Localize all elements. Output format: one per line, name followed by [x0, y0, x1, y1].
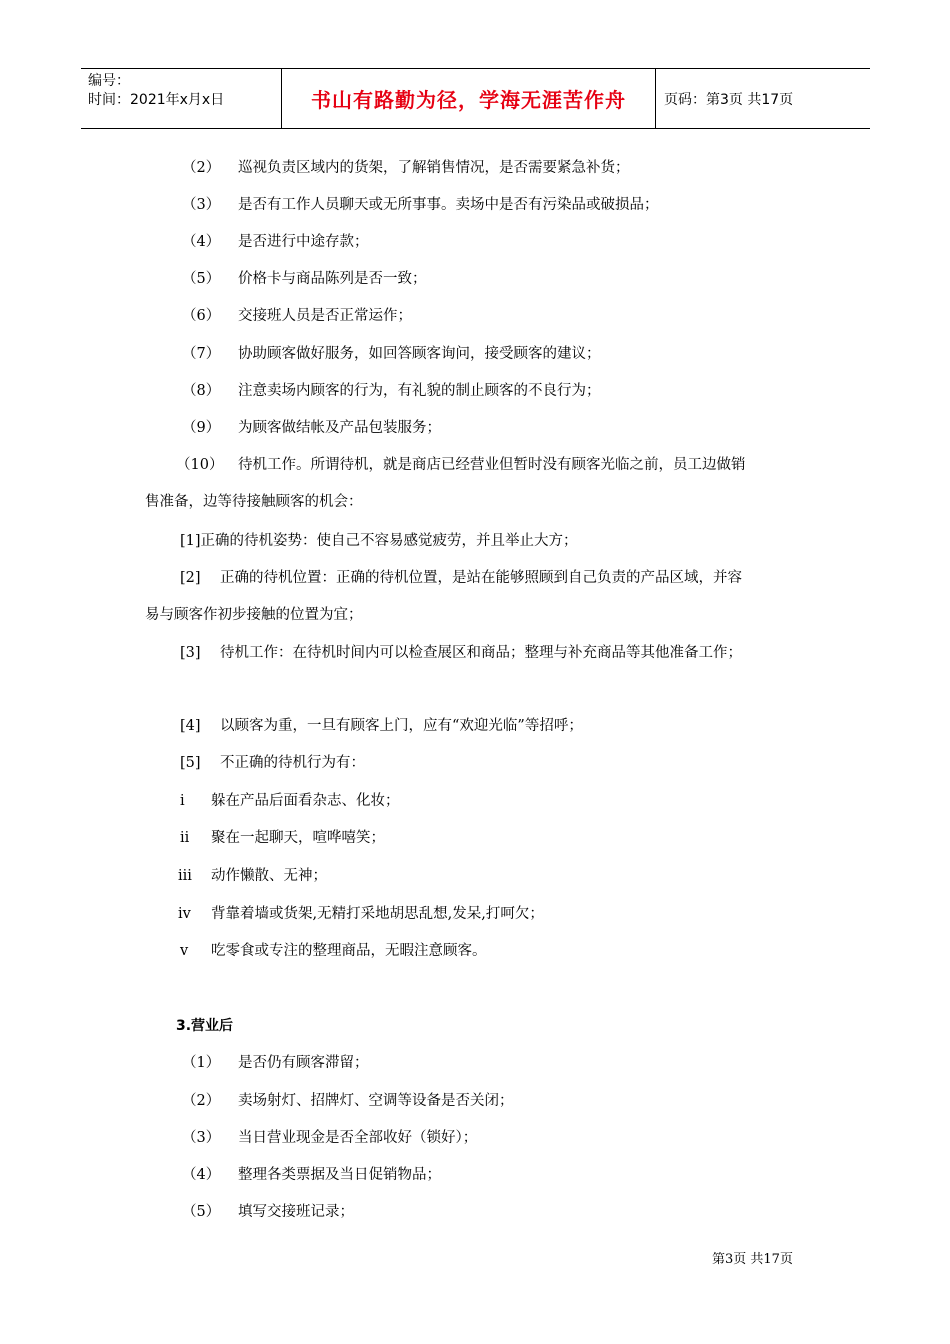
- text-line: （4） 整理各类票据及当日促销物品；: [182, 1167, 441, 1183]
- date-label: 时间：2021年x月x日: [88, 92, 225, 108]
- text-line: （5） 价格卡与商品陈列是否一致；: [182, 271, 427, 287]
- text-line: （4） 是否进行中途存款；: [182, 234, 369, 250]
- text-line: [1]正确的待机姿势：使自己不容易感觉疲劳，并且举止大方；: [180, 533, 578, 549]
- text-line: （2） 卖场射灯、招牌灯、空调等设备是否关闭；: [182, 1093, 514, 1109]
- text-line: （10） 待机工作。所谓待机，就是商店已经营业但暂时没有顾客光临之前，员工边做销: [176, 457, 746, 473]
- text-line: 易与顾客作初步接触的位置为宜；: [145, 607, 363, 623]
- text-line: （3） 当日营业现金是否全部收好（锁好）；: [182, 1130, 478, 1146]
- text-line: （6） 交接班人员是否正常运作；: [182, 308, 412, 324]
- text-line: （5） 填写交接班记录；: [182, 1204, 354, 1220]
- header-meta: [81, 69, 282, 128]
- text-line: [4] 以顾客为重，一旦有顾客上门，应有“欢迎光临”等招呼；: [180, 718, 583, 734]
- text-line: （7） 协助顾客做好服务，如回答顾客询问，接受顾客的建议；: [182, 346, 601, 362]
- header-page-info: 页码：第3页 共17页: [664, 91, 794, 108]
- header-motto: 书山有路勤为径，学海无涯苦作舟: [282, 69, 656, 128]
- text-line: v 吃零食或专注的整理商品，无暇注意顾客。: [180, 943, 487, 959]
- text-line: [5] 不正确的待机行为有：: [180, 755, 365, 771]
- text-line: [3] 待机工作：在待机时间内可以检查展区和商品；整理与补充商品等其他准备工作；: [180, 645, 742, 661]
- text-line: iv 背靠着墙或货架,无精打采地胡思乱想,发呆,打呵欠；: [178, 906, 544, 922]
- text-line: （8） 注意卖场内顾客的行为，有礼貌的制止顾客的不良行为；: [182, 383, 601, 399]
- text-line: [2] 正确的待机位置：正确的待机位置，是站在能够照顾到自己负责的产品区域，并容: [180, 570, 742, 586]
- text-line: iii 动作懒散、无神；: [178, 868, 327, 884]
- text-line: ii 聚在一起聊天，喧哗嘻笑；: [180, 830, 385, 846]
- text-line: （1） 是否仍有顾客滞留；: [182, 1055, 369, 1071]
- page-footer: 第3页 共17页: [712, 1252, 793, 1267]
- text-line: 售准备，边等待接触顾客的机会：: [145, 494, 363, 510]
- page-header: [81, 68, 870, 129]
- serial-number-label: 编号：: [88, 73, 130, 89]
- text-line: （9） 为顾客做结帐及产品包装服务；: [182, 420, 441, 436]
- text-line: i 躲在产品后面看杂志、化妆；: [180, 793, 400, 809]
- section-heading: 3.营业后: [176, 1018, 234, 1034]
- text-line: （2） 巡视负责区域内的货架，了解销售情况，是否需要紧急补货；: [182, 160, 630, 176]
- text-line: （3） 是否有工作人员聊天或无所事事。卖场中是否有污染品或破损品；: [182, 197, 659, 213]
